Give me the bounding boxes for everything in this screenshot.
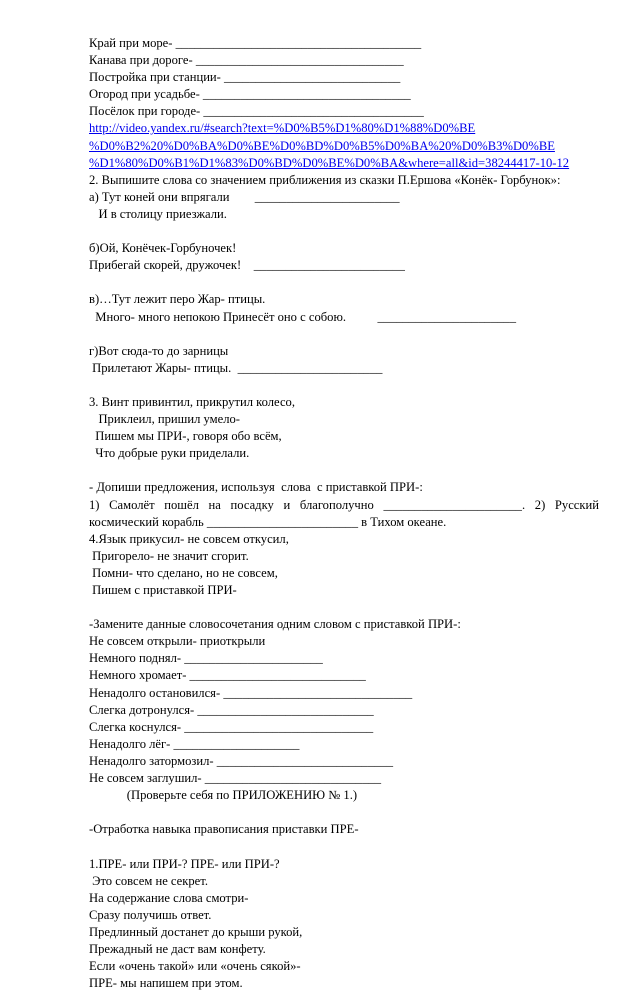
blank-line [89, 377, 599, 394]
text-line: Прежадный не даст вам конфету. [89, 941, 266, 956]
text-line: 2. Выпишите слова со значением приближения из сказки П.Ершова «Конёк- Горбунок»: [89, 172, 561, 187]
text-line: И в столицу приезжали. [89, 206, 227, 221]
text-line: Это совсем не секрет. [89, 873, 208, 888]
text-line: Прибегай скорей, дружочек! ________________________ [89, 258, 405, 273]
blank-line [89, 326, 599, 343]
text-line: Ненадолго остановился- ______________________________ [89, 685, 413, 700]
text-line: Слегка дотронулся- ____________________________ [89, 702, 374, 717]
text-line: Не совсем открыли- приоткрыли [89, 634, 266, 649]
blank-line [89, 599, 599, 616]
text-line: 4.Язык прикусил- не совсем откусил, [89, 531, 289, 546]
text-line: (Проверьте себя по ПРИЛОЖЕНИЮ № 1.) [89, 788, 358, 803]
text-line: Немного поднял- ______________________ [89, 651, 323, 666]
blank-line [89, 223, 599, 240]
text-line: Ненадолго лёг- ____________________ [89, 736, 300, 751]
text-line: в)…Тут лежит перо Жар- птицы. [89, 292, 266, 307]
text-line: Слегка коснулся- ______________________________ [89, 719, 374, 734]
text-line: Если «очень такой» или «очень сякой»- [89, 959, 301, 974]
text-line: Помни- что сделано, но не совсем, [89, 565, 278, 580]
text-line: Канава при дороге- _________________________________ [89, 53, 404, 68]
text-line: б)Ой, Конёчек-Горбуночек! [89, 241, 237, 256]
video-link[interactable]: http://video.yandex.ru/#search?text=%D0%B5%D1%80%D1%88%D0%BE [89, 121, 476, 136]
text-line: Посёлок при городе- ___________________________________ [89, 104, 424, 119]
text-line: Что добрые руки приделали. [89, 446, 250, 461]
text-line: Предлинный достанет до крыши рукой, [89, 924, 303, 939]
text-line: Пригорело- не значит сгорит. [89, 548, 249, 563]
text-line: На содержание слова смотри- [89, 890, 249, 905]
text-line: -Отработка навыка правописания приставки ПРЕ- [89, 822, 359, 837]
text-line: Немного хромает- ____________________________ [89, 668, 366, 683]
blank-line [89, 838, 599, 855]
text-line: Сразу получишь ответ. [89, 907, 212, 922]
text-line: Постройка при станции- ____________________________ [89, 70, 401, 85]
text-line: космический корабль ________________________ в Тихом океане. [89, 514, 447, 529]
text-line: Приклеил, пришил умело- [89, 412, 241, 427]
text-line: Прилетают Жары- птицы. _______________________ [89, 360, 383, 375]
text-line: а) Тут коней они впрягали _______________________ [89, 189, 400, 204]
text-line: 3. Винт привинтил, прикрутил колесо, [89, 394, 295, 409]
blank-line [89, 274, 599, 291]
text-line: -Замените данные словосочетания одним словом с приставкой ПРИ-: [89, 617, 461, 632]
document-body [89, 35, 599, 992]
text-line: 1.ПРЕ- или ПРИ-? ПРЕ- или ПРИ-? [89, 856, 280, 871]
text-line: Пишем с приставкой ПРИ- [89, 583, 237, 597]
text-line: Не совсем заглушил- ____________________________ [89, 771, 382, 786]
text-line: ПРЕ- мы напишем при этом. [89, 976, 243, 991]
video-link[interactable]: %D0%B2%20%D0%BA%D0%BE%D0%BD%D0%B5%D0%BA%20%D0%B3%D0%BE [89, 138, 555, 153]
blank-line [89, 462, 599, 479]
blank-line [89, 804, 599, 821]
text-line: Много- много непокою Принесёт оно с собою. ______________________ [89, 309, 517, 324]
text-line: Огород при усадьбе- _________________________________ [89, 87, 411, 102]
text-line: г)Вот сюда-то до зарницы [89, 343, 229, 358]
video-link[interactable]: %D1%80%D0%B1%D1%83%D0%BD%D0%BE%D0%BA&where=all&id=38244417-10-12 [89, 155, 570, 170]
text-line: Край при море- _______________________________________ [89, 36, 422, 50]
text-line: Пишем мы ПРИ-, говоря обо всём, [89, 429, 282, 444]
text-line: Ненадолго затормозил- ____________________________ [89, 753, 394, 768]
text-line: 1) Самолёт пошёл на посадку и благополучно ______________________. 2) Русский [89, 497, 599, 512]
text-line: - Допиши предложения, используя слова с приставкой ПРИ-: [89, 480, 423, 495]
